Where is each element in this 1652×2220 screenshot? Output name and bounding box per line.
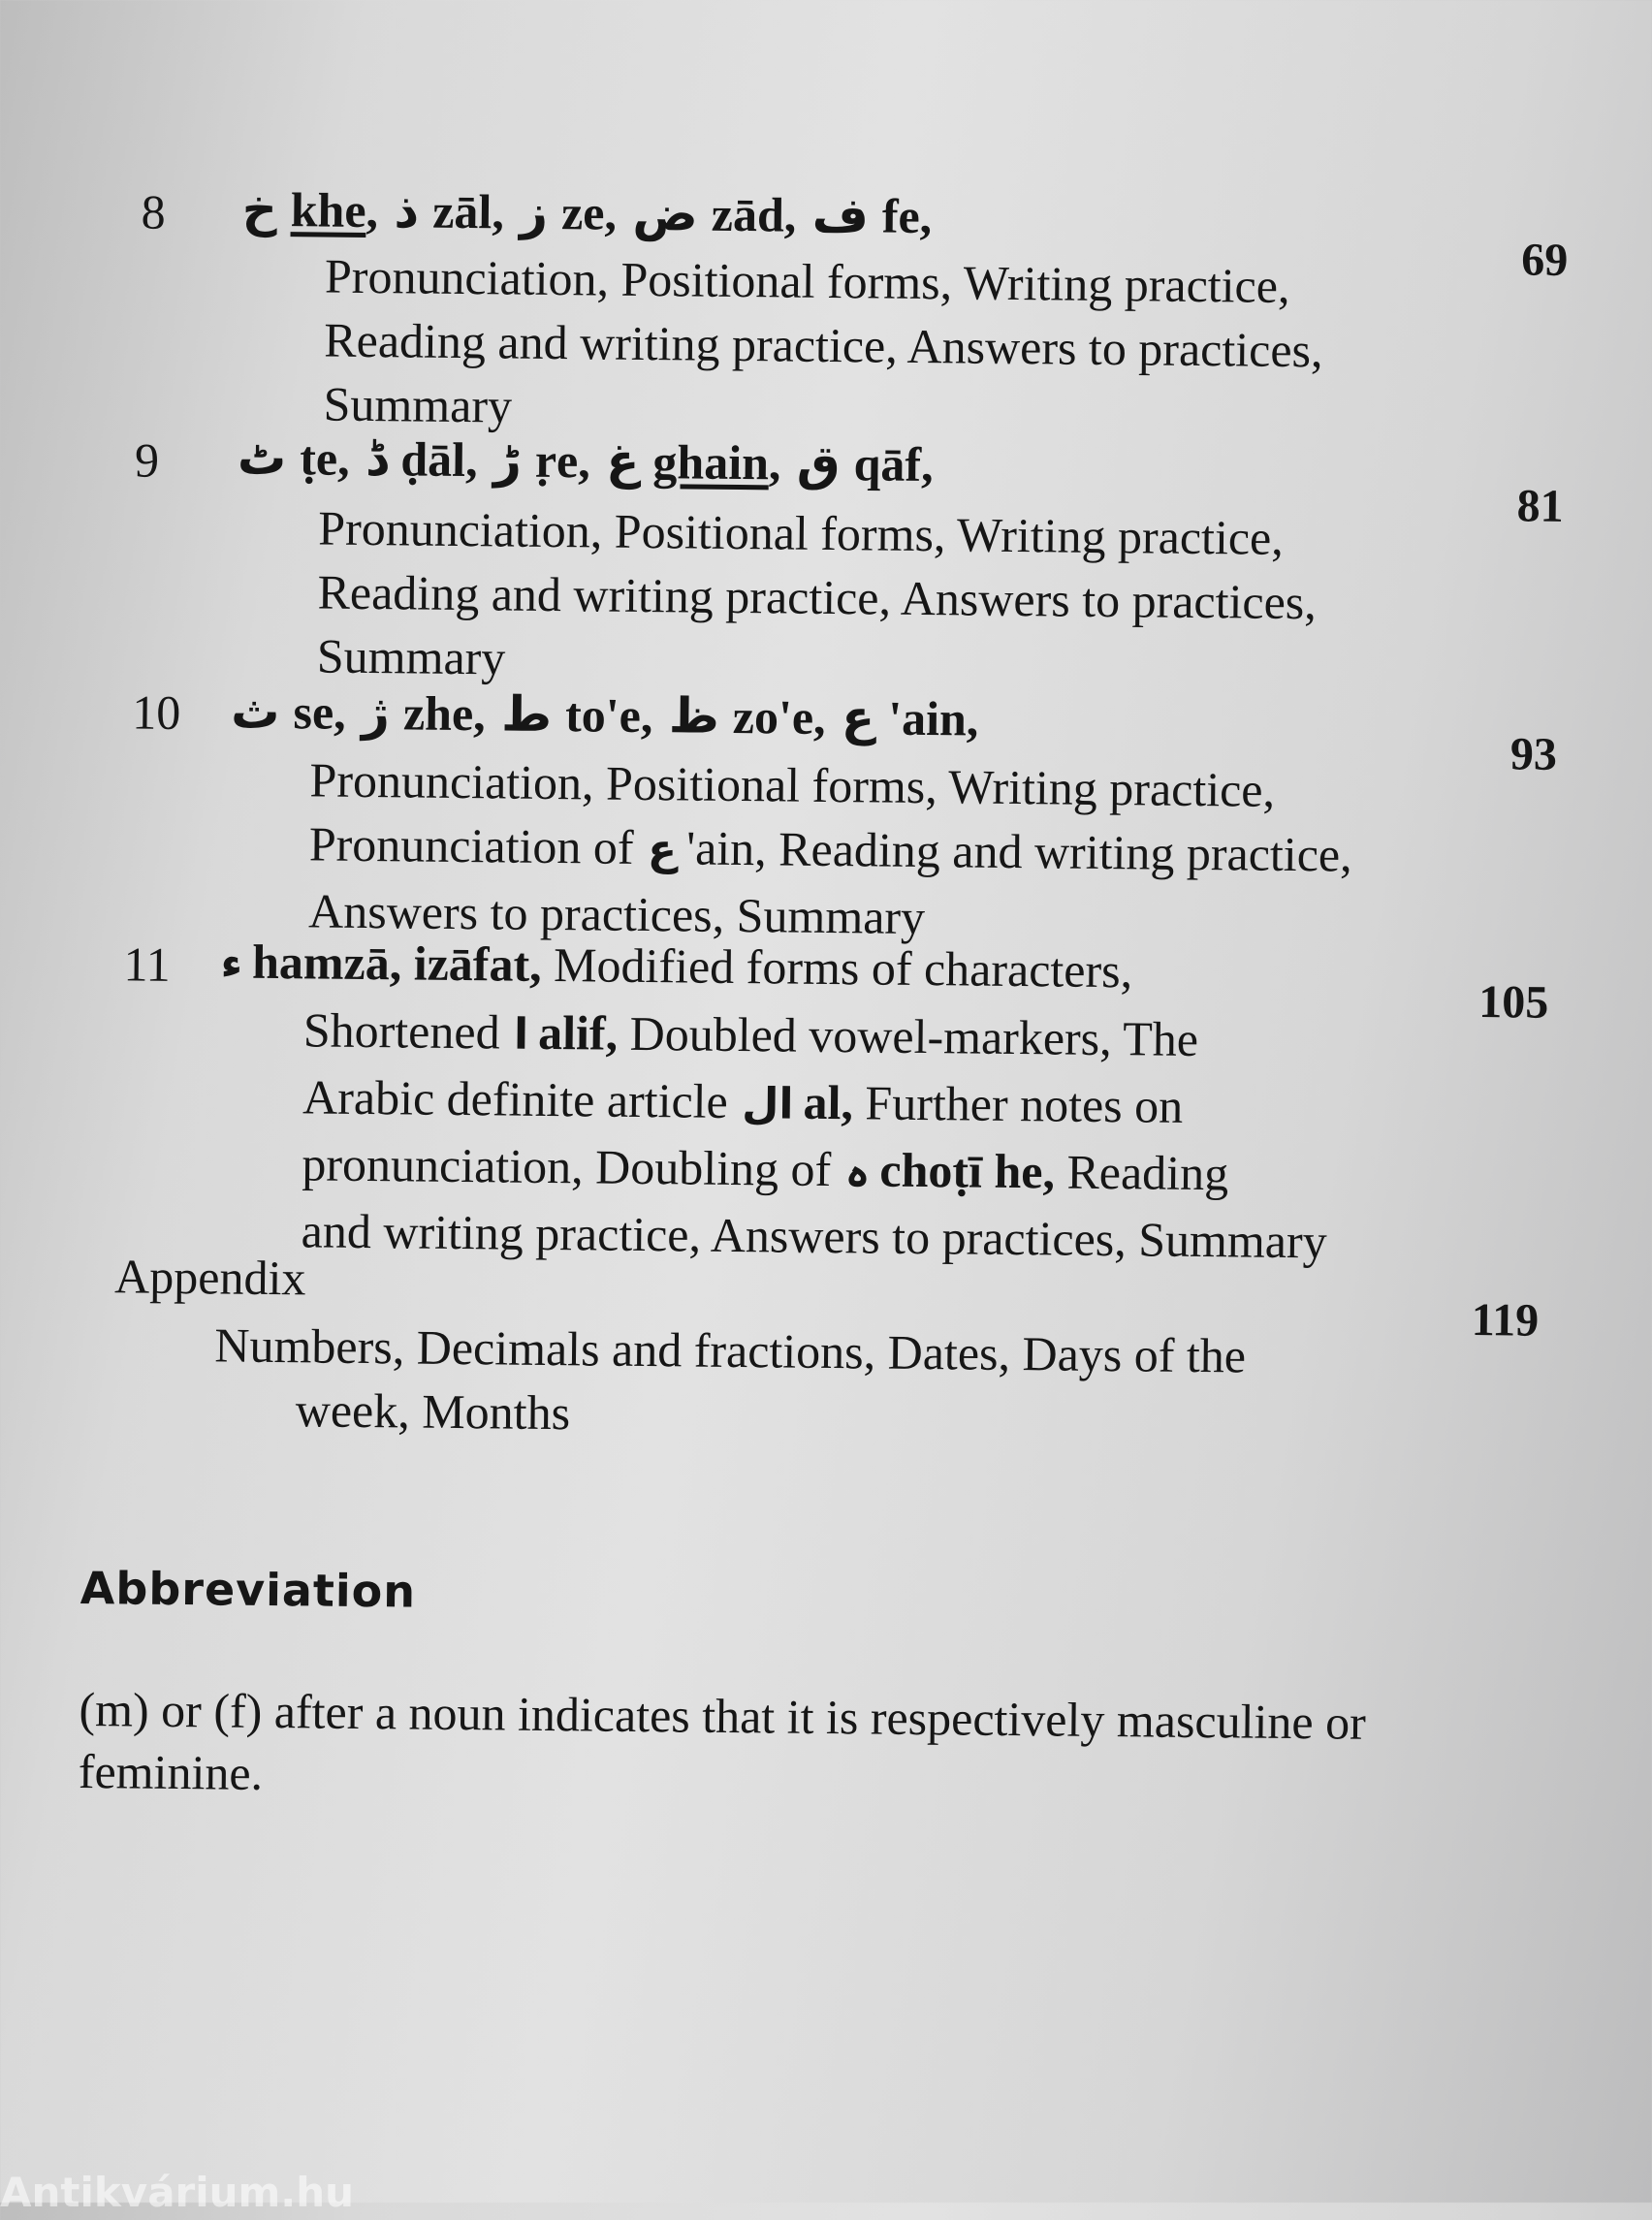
chapter-contents — [317, 495, 1318, 698]
letter-name: zhe — [402, 685, 474, 742]
arabic-letter-glyph: ض — [632, 184, 699, 242]
contents-line: Reading and writing practice, Answers to practices, — [317, 564, 1318, 630]
arabic-letter-glyph: ء — [220, 938, 243, 989]
chapter-contents — [323, 244, 1323, 447]
page-number: 105 — [1477, 976, 1549, 1029]
letter-name: zo'e — [732, 688, 814, 745]
letter-name: ṛe — [534, 432, 579, 489]
contents-line: and writing practice, Answers to practices, Summary — [301, 1203, 1328, 1269]
contents-line: Pronunciation, Positional forms, Writing practice, — [324, 248, 1290, 313]
appendix-title: Appendix — [113, 1249, 306, 1306]
arabic-letter-glyph: ث — [231, 682, 280, 741]
chapter-letters: ٹ ṭe, ڈ ḍāl, ڑ ṛe, غ ghain, ق qāf, — [237, 428, 934, 492]
arabic-letter-glyph: ٹ — [237, 428, 287, 487]
letter-name: to'e — [564, 687, 642, 743]
arabic-letter-glyph: ژ — [361, 683, 391, 742]
arabic-letter-glyph: ع — [647, 825, 678, 875]
contents-line: Reading and writing practice, Answers to practices, — [324, 312, 1323, 378]
contents-line: pronunciation, Doubling of ہ choṭī he, Reading — [302, 1131, 1328, 1209]
arabic-letter-glyph: ڈ — [365, 429, 388, 488]
chapter-number: 9 — [134, 432, 160, 488]
arabic-letter-glyph: ف — [811, 186, 870, 244]
arabic-letter-glyph: غ — [606, 432, 640, 490]
arabic-letter-glyph: ڑ — [492, 431, 523, 489]
arabic-letter-glyph: خ — [241, 180, 278, 238]
arabic-letter-glyph: ظ — [668, 687, 720, 745]
chapter-contents — [301, 998, 1329, 1273]
note-line: feminine. — [78, 1743, 264, 1800]
contents-line: Pronunciation of ع 'ain, Reading and writing practice, — [308, 816, 1352, 882]
arabic-letter-glyph: ا — [513, 1009, 529, 1060]
watermark: Antikvárium.hu — [0, 2169, 355, 2216]
arabic-letter-glyph: ع — [841, 689, 875, 746]
letter-name: hamzā, izāfat, — [251, 934, 542, 992]
contents-line: Answers to practices, Summary — [307, 883, 926, 945]
letter-name: qāf — [853, 436, 922, 492]
note-line: (m) or (f) after a noun indicates that it is respectively masculine or — [79, 1681, 1367, 1750]
contents-line: Pronunciation, Positional forms, Writing practice, — [309, 752, 1276, 817]
arabic-letter-glyph: ط — [500, 685, 553, 743]
page-number: 93 — [1509, 728, 1558, 780]
appendix-contents — [213, 1313, 1246, 1451]
contents-line: week, Months — [295, 1382, 571, 1441]
chapter-letters: خ khe, ذ zāl, ز ze, ض zād, ف fe, — [241, 180, 933, 244]
letter-name: zād — [711, 186, 785, 242]
arabic-letter-glyph: ق — [796, 434, 841, 492]
contents-line: Numbers, Decimals and fractions, Dates, Days of the — [214, 1317, 1247, 1383]
letter-name: 'ain — [887, 690, 968, 746]
arabic-letter-glyph: ہ — [844, 1147, 871, 1197]
letter-name: ghain — [652, 434, 770, 491]
chapter-number: 10 — [132, 684, 181, 740]
abbreviation-heading: Abbreviation — [79, 1561, 417, 1618]
contents-line: Summary — [323, 376, 513, 433]
contents-line: Summary — [316, 628, 506, 685]
arabic-letter-glyph: ز — [520, 183, 549, 240]
abbreviation-note — [79, 1678, 1367, 1816]
contents-line: Pronunciation, Positional forms, Writing practice, — [318, 500, 1285, 565]
letter-name: ṭe — [300, 430, 338, 486]
chapter-letters: ث se, ژ zhe, ط to'e, ظ zo'e, ع 'ain, — [231, 682, 979, 746]
contents-line: Shortened ا alif, Doubled vowel-markers, The — [302, 1002, 1199, 1067]
chapter-letters: ء hamzā, izāfat, Modified forms of characters, — [220, 934, 1133, 999]
letter-name: ḍāl — [400, 431, 466, 488]
letter-name: fe — [881, 188, 921, 243]
letter-name: ze — [560, 185, 605, 240]
chapter-number: 11 — [123, 936, 172, 992]
letter-name: se — [293, 684, 334, 740]
page-number: 81 — [1516, 480, 1564, 532]
chapter-contents — [308, 747, 1353, 953]
page-number: 69 — [1521, 234, 1569, 286]
page-number: 119 — [1471, 1293, 1540, 1347]
chapter-number: 8 — [141, 184, 167, 239]
letter-name: zāl — [431, 183, 492, 239]
letter-name: khe — [290, 182, 366, 238]
arabic-letter-glyph: ال — [742, 1079, 794, 1129]
contents-line: Arabic definite article ال al, Further notes on — [302, 1064, 1329, 1142]
arabic-letter-glyph: ذ — [394, 182, 420, 239]
